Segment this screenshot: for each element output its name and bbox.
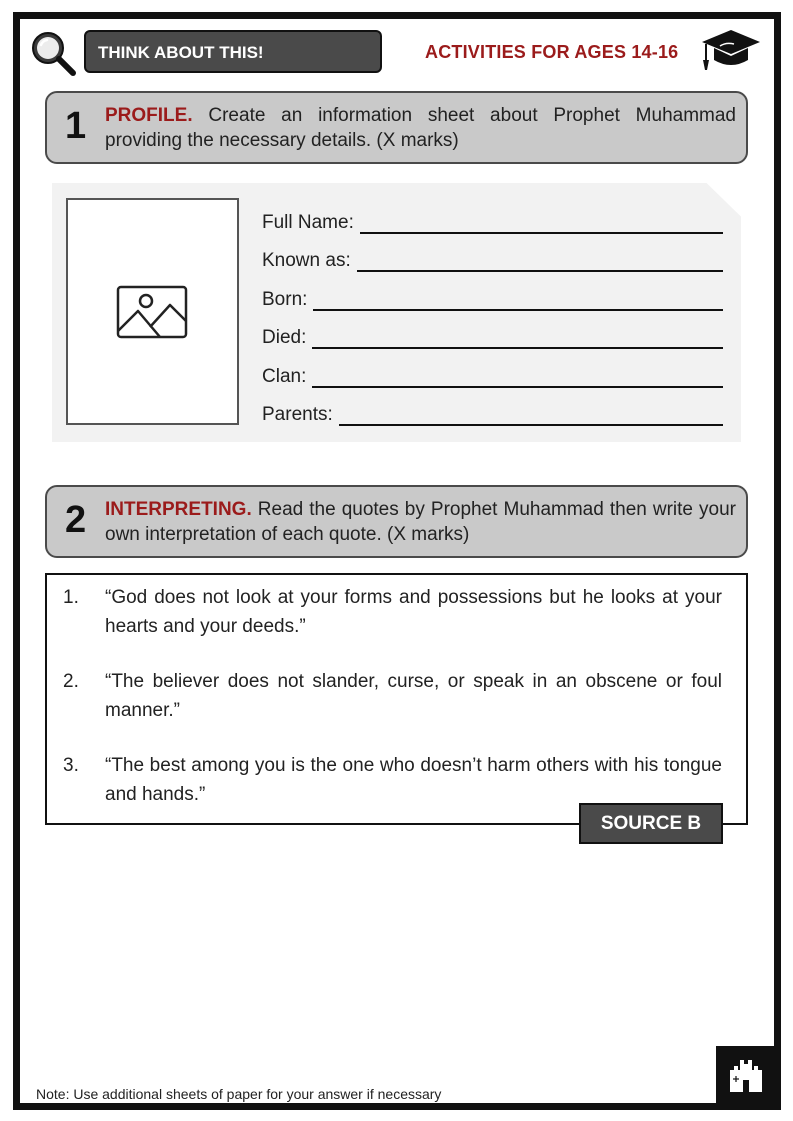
page-frame (13, 12, 781, 1110)
field-label: Full Name: (262, 212, 354, 233)
search-icon (30, 30, 76, 76)
answer-line[interactable] (357, 252, 723, 272)
quote-item (63, 751, 722, 809)
field-label: Died: (262, 327, 307, 348)
task-instruction-text: Create an information sheet about Prophet Muhammad providing the necessary details. (X marks) (105, 105, 736, 151)
quote-text: “God does not look at your forms and possessions but he looks at your hearts and your deeds.” (105, 587, 722, 637)
graduation-cap-icon (700, 26, 762, 76)
field-died (262, 319, 723, 349)
answer-line[interactable] (360, 214, 723, 234)
task-profile-box (45, 91, 748, 164)
field-born (262, 281, 723, 311)
think-about-this-badge: THINK ABOUT THIS! (84, 30, 382, 73)
field-label: Clan: (262, 366, 307, 387)
answer-line[interactable] (313, 291, 723, 311)
quote-number: 2. (63, 671, 79, 692)
image-placeholder-icon (116, 285, 188, 341)
quote-number: 1. (63, 587, 79, 608)
task-instruction (105, 103, 736, 153)
quote-text: “The best among you is the one who doesn’t harm others with his tongue and hands.” (105, 755, 722, 805)
answer-line[interactable] (339, 406, 723, 426)
field-clan (262, 358, 723, 388)
field-parents (262, 396, 723, 426)
field-known-as (262, 242, 723, 272)
quote-item (63, 583, 722, 641)
quote-item (63, 667, 722, 725)
field-label: Born: (262, 289, 308, 310)
activities-age-label: ACTIVITIES FOR AGES 14-16 (425, 42, 679, 62)
task-instruction-text: Read the quotes by Prophet Muhammad then write your own interpretation of each quote. (X marks) (105, 499, 736, 545)
task-heading: INTERPRETING. (105, 499, 252, 520)
task-instruction (105, 497, 736, 547)
quotes-box (45, 573, 748, 825)
task-heading: PROFILE. (105, 105, 193, 126)
field-full-name (262, 204, 723, 234)
answer-line[interactable] (312, 368, 723, 388)
task-interpreting-box (45, 485, 748, 558)
task-number: 1 (65, 105, 87, 147)
task-number: 2 (65, 499, 87, 541)
field-label: Parents: (262, 404, 333, 425)
castle-logo-icon (716, 1046, 776, 1103)
field-label: Known as: (262, 250, 351, 271)
source-badge: SOURCE B (579, 803, 723, 844)
quote-number: 3. (63, 755, 79, 776)
quote-text: “The believer does not slander, curse, or speak in an obscene or foul manner.” (105, 671, 722, 721)
footer-note: Note: Use additional sheets of paper for your answer if necessary (36, 1086, 442, 1102)
answer-line[interactable] (312, 329, 723, 349)
